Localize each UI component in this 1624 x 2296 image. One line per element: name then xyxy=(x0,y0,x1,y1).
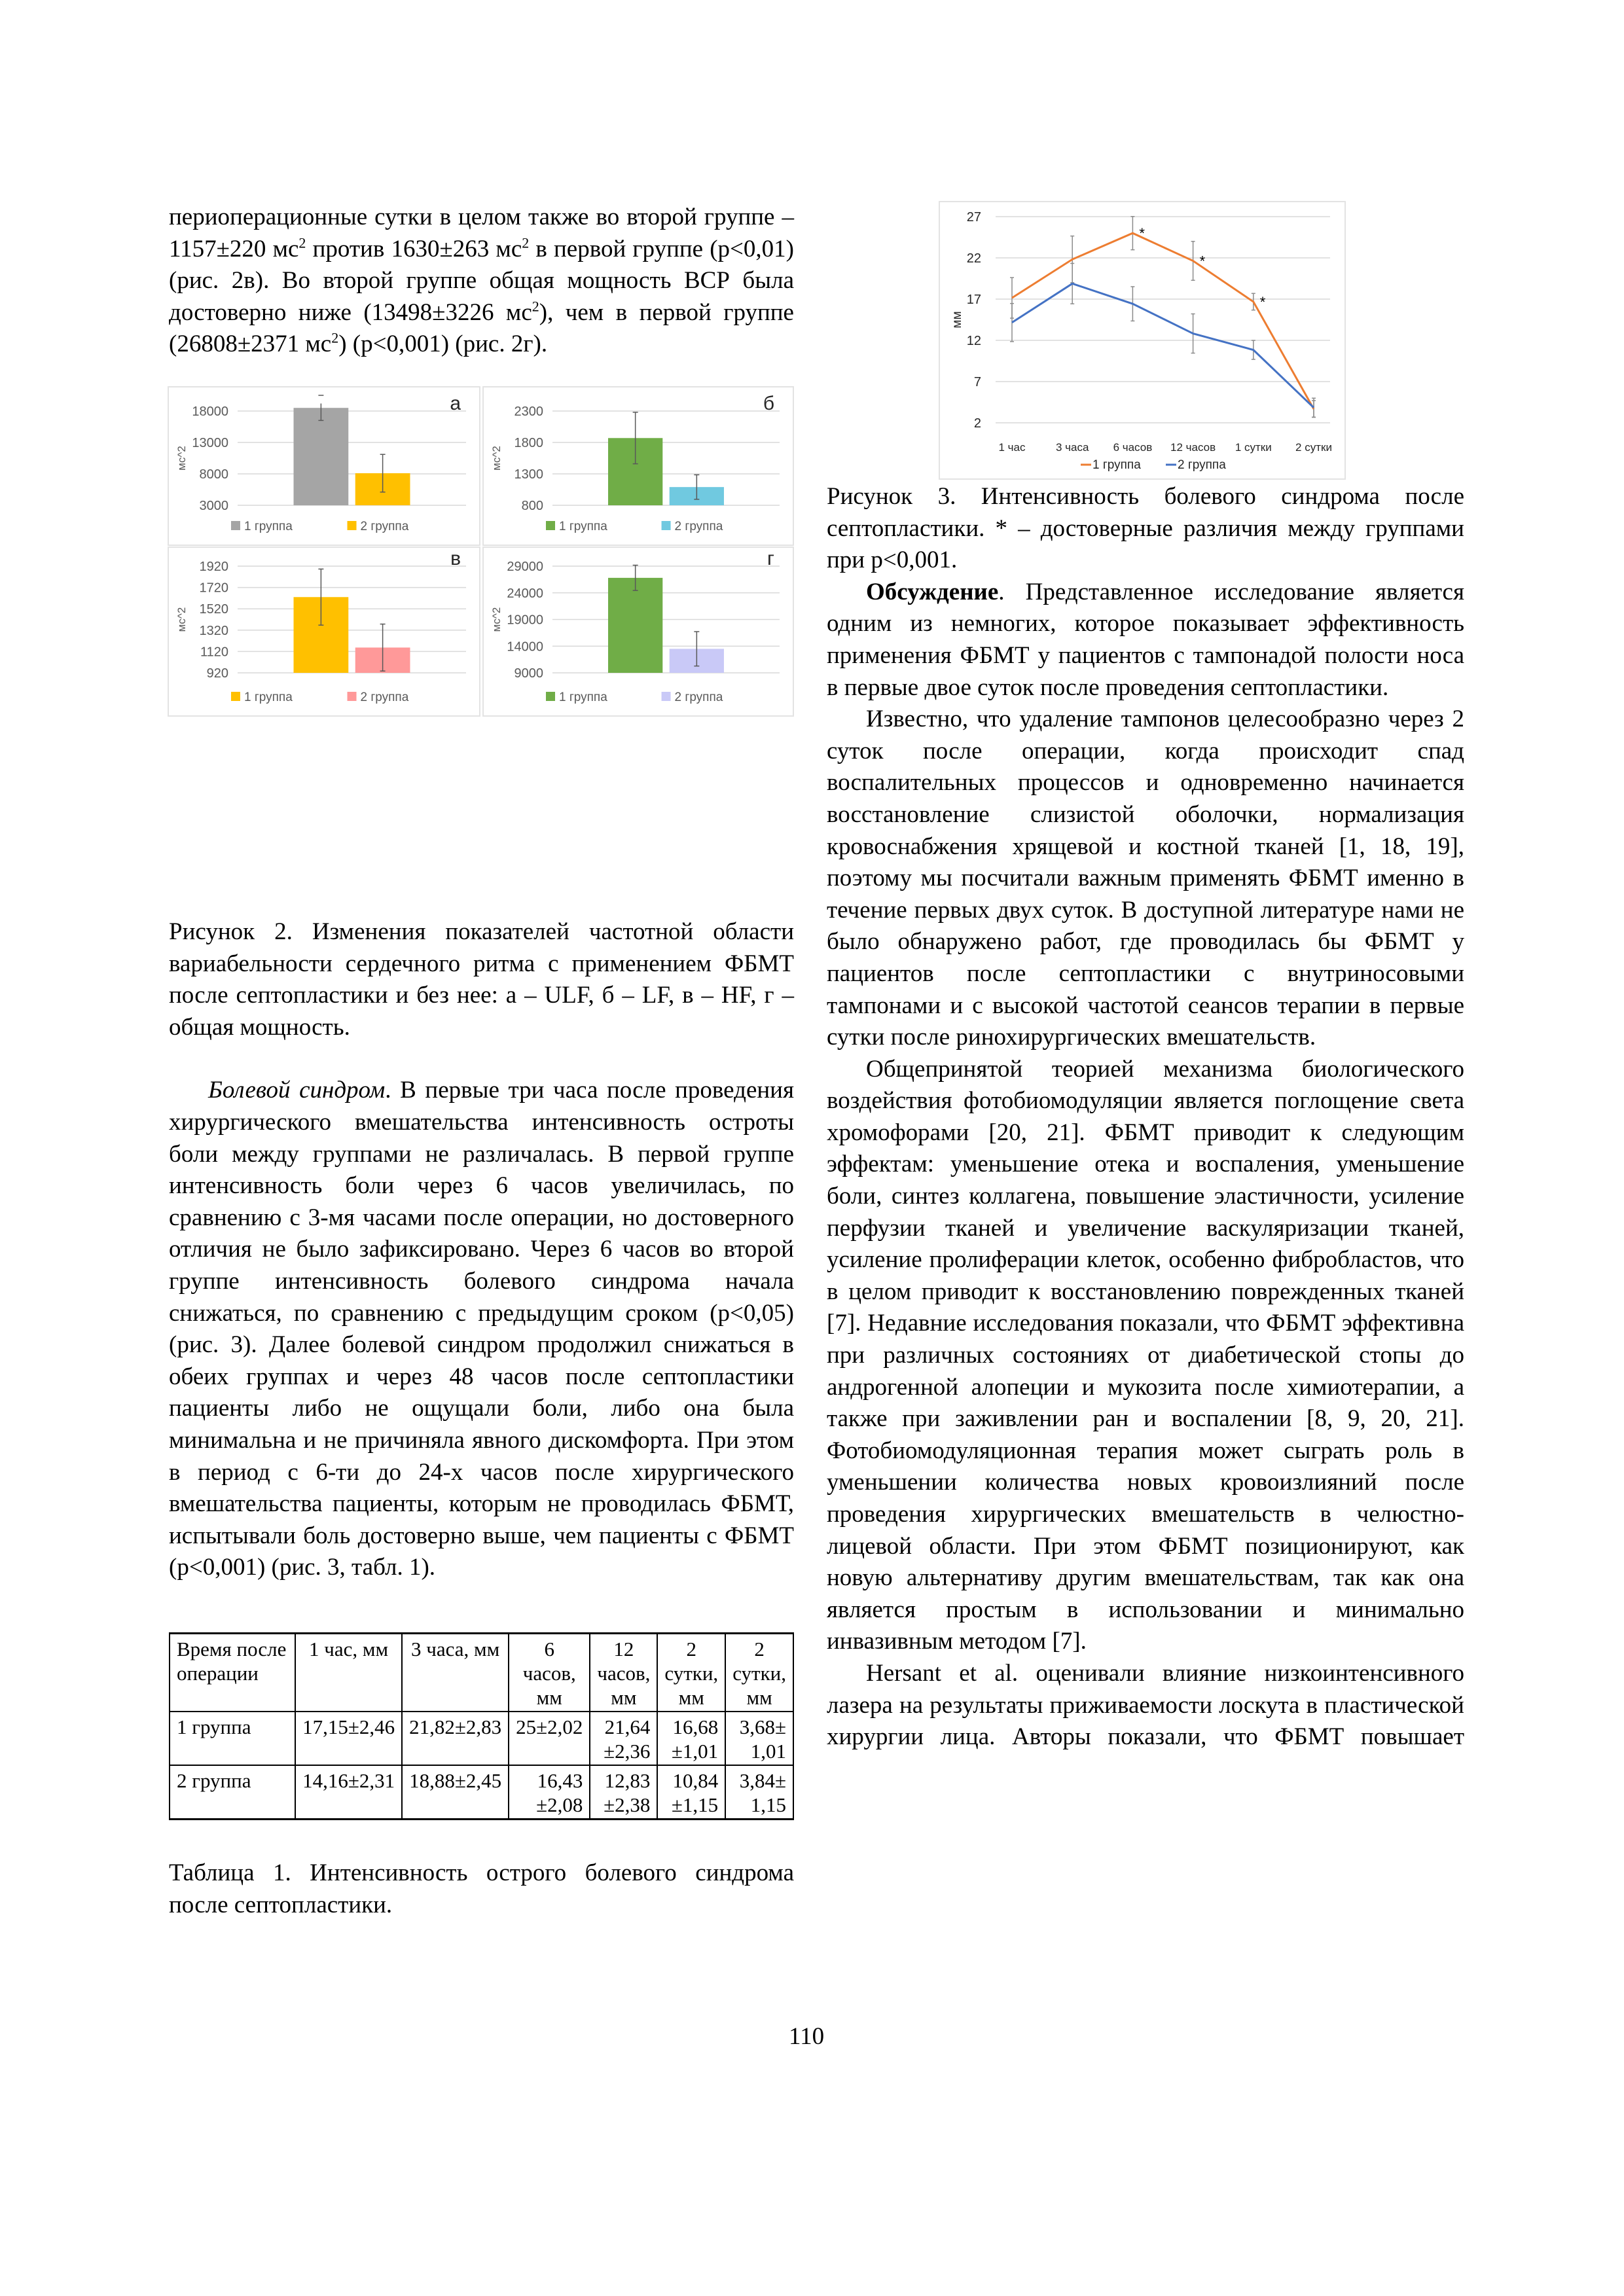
svg-text:13000: 13000 xyxy=(192,436,228,450)
discussion-paragraph xyxy=(827,577,1464,704)
svg-text:мс^2: мс^2 xyxy=(175,446,188,471)
svg-text:18000: 18000 xyxy=(192,404,228,419)
svg-text:2 группа: 2 группа xyxy=(674,691,723,704)
superscript: 2 xyxy=(522,234,530,251)
svg-text:2 группа: 2 группа xyxy=(1178,458,1226,472)
svg-text:2: 2 xyxy=(973,416,981,431)
superscript: 2 xyxy=(298,234,306,251)
svg-text:б: б xyxy=(763,393,774,414)
figure3-caption: Рисунок 3. Интенсивность болевого синдрома после септопластики. * – достоверные различия между группами при p<0,001. xyxy=(827,483,1464,574)
bar-chart-hf xyxy=(168,547,480,717)
table-cell: 1 группа xyxy=(170,1712,295,1765)
svg-text:мс^2: мс^2 xyxy=(490,607,503,632)
table-cell: 21,82±2,83 xyxy=(402,1712,509,1765)
svg-text:мм: мм xyxy=(950,311,964,329)
svg-text:1120: 1120 xyxy=(200,645,228,660)
svg-text:мс^2: мс^2 xyxy=(175,607,188,632)
page-number: 110 xyxy=(789,2023,825,2050)
svg-text:*: * xyxy=(1199,253,1206,270)
svg-text:6 часов: 6 часов xyxy=(1113,441,1153,454)
table-header-cell: 6 часов, мм xyxy=(509,1634,590,1712)
paragraph-hrv-results xyxy=(169,202,794,361)
bar-chart-ulf xyxy=(168,386,480,546)
table1-caption: Таблица 1. Интенсивность острого болевого синдрома после септопластики. xyxy=(169,1859,794,1918)
paragraph: Hersant et al. оценивали влияние низкоинтенсивного лазера на результаты приживаемости лоскута в пластической хирургии лица. Авторы показали, что ФБМТ повышает xyxy=(827,1659,1464,1751)
table-header-cell: 2 сутки, мм xyxy=(657,1634,725,1712)
svg-text:2 группа: 2 группа xyxy=(360,520,409,533)
svg-text:*: * xyxy=(1259,294,1266,311)
svg-text:2 группа: 2 группа xyxy=(674,520,723,533)
bar-chart-lf xyxy=(482,386,794,546)
text-run: в первой группе (p<0,01) (рис. 2в). Во второй группе общая мощность ВСР была достоверно ниже (13498±3226 мс xyxy=(169,235,794,326)
table-cell: 10,84 ±1,15 xyxy=(657,1765,725,1820)
table-cell: 3,68± 1,01 xyxy=(725,1712,793,1765)
table-cell: 3,84± 1,15 xyxy=(725,1765,793,1820)
svg-text:г: г xyxy=(767,548,774,569)
text-run: ) (p<0,001) (рис. 2г). xyxy=(338,331,548,358)
table-header-row xyxy=(170,1634,793,1712)
svg-text:19000: 19000 xyxy=(507,613,543,628)
svg-text:8000: 8000 xyxy=(199,467,228,482)
bar-chart-total-power xyxy=(482,547,794,717)
svg-text:а: а xyxy=(450,393,461,414)
discussion-heading: Обсуждение xyxy=(866,578,999,605)
svg-text:22: 22 xyxy=(966,251,981,266)
svg-text:14000: 14000 xyxy=(507,639,543,655)
svg-text:1 группа: 1 группа xyxy=(559,691,607,704)
table-row xyxy=(170,1765,793,1820)
svg-text:3000: 3000 xyxy=(199,499,228,513)
svg-text:27: 27 xyxy=(966,210,981,224)
left-column-body xyxy=(169,916,794,1584)
svg-text:1 группа: 1 группа xyxy=(244,520,293,533)
paragraph: Общепринятой теорией механизма биологического воздействия фотобиомодуляции является поглощение света хромофорами [20, 21]. ФБМТ приводит к следующим эффектам: уменьшение отека и воспаления, уменьшение боли, синтез коллагена, повышение эластичности, усиление перфузии тканей и увеличение васкуляризации тканей, усиление пролиферации клеток, особенно фибробластов, что в целом приводит к восстановлению поврежденных тканей [7]. Недавние исследования показали, что ФБМТ эффективна при различных состояниях от диабетической стопы до андрогенной алопеции и мукозита после химиотерапии, а также при заживлении ран и воспалении [8, 9, 20, 21]. Фотобиомодуляционная терапия может сыграть роль в уменьшении количества новых кровоизлияний после проведения хирургических вмешательств в челюстно-лицевой области. При этом ФБМТ позиционируют, как новую альтернативу другим вмешательствам, так как она является простым в использовании и минимально инвазивным методом [7]. xyxy=(827,1055,1464,1655)
discussion-text: . Представленное исследование является одним из немногих, которое показывает эффективность применения ФБМТ у пациентов с тампонадой полости носа в первые двое суток после проведения септопластики. xyxy=(827,578,1464,701)
svg-text:мс^2: мс^2 xyxy=(490,446,503,471)
pain-text: . В первые три часа после проведения хирургического вмешательства интенсивность остроты боли между группами не различалась. В первой группе интенсивность боли через 6 часов увеличилась, по сравнению с 3-мя часами после операции, но достоверного отличия не было зафиксировано. Через 6 часов во второй группе интенсивность болевого синдрома начала снижаться, по сравнению с предыдущим сроком (p<0,05) (рис. 3). Далее болевой синдром продолжил снижаться в обеих группах и через 48 часов после септопластики пациенты либо не ощущали боли, либо она была минимальна и не причиняла явного дискомфорта. При этом в период с 6-ти до 24-х часов после хирургического вмешательства пациенты, которым не проводилась ФБМТ, испытывали боль достоверно выше, чем пациенты с ФБМТ (p<0,001) (рис. 3, табл. 1). xyxy=(169,1077,794,1581)
table-header-cell: 12 часов, мм xyxy=(590,1634,657,1712)
text-run: ), чем в первой группе (26808±2371 мс xyxy=(169,298,794,358)
svg-text:29000: 29000 xyxy=(507,560,543,574)
svg-text:24000: 24000 xyxy=(507,586,543,601)
svg-text:920: 920 xyxy=(206,666,228,681)
svg-text:2300: 2300 xyxy=(514,404,543,419)
table-cell: 16,43 ±2,08 xyxy=(509,1765,590,1820)
pain-table xyxy=(169,1632,794,1820)
svg-text:1 группа: 1 группа xyxy=(244,691,293,704)
svg-text:*: * xyxy=(1139,225,1145,242)
svg-text:17: 17 xyxy=(966,293,981,307)
superscript: 2 xyxy=(331,330,339,347)
table-row xyxy=(170,1712,793,1765)
figure2-caption: Рисунок 2. Изменения показателей частотной области вариабельности сердечного ритма с применением ФБМТ после септопластики и без нее: а – ULF, б – LF, в – HF, г – общая мощность. xyxy=(169,918,794,1041)
text-run: против 1630±263 мс xyxy=(306,235,522,262)
superscript: 2 xyxy=(532,298,539,315)
svg-text:1920: 1920 xyxy=(199,560,228,574)
svg-text:7: 7 xyxy=(973,375,981,389)
table-cell: 25±2,02 xyxy=(509,1712,590,1765)
svg-text:2 группа: 2 группа xyxy=(360,691,409,704)
svg-text:1 час: 1 час xyxy=(998,441,1026,454)
svg-text:1320: 1320 xyxy=(199,623,228,638)
pain-paragraph xyxy=(169,1075,794,1584)
text-run: периоперационные сутки в целом также во второй группе – 1157±220 мс xyxy=(169,204,794,262)
svg-text:1300: 1300 xyxy=(514,467,543,482)
svg-text:1 группа: 1 группа xyxy=(1092,458,1141,472)
svg-text:2 сутки: 2 сутки xyxy=(1295,441,1332,454)
right-column-body xyxy=(827,481,1464,1753)
svg-text:1800: 1800 xyxy=(514,436,543,450)
table-cell: 14,16±2,31 xyxy=(295,1765,402,1820)
table-header-cell: 3 часа, мм xyxy=(402,1634,509,1712)
svg-text:800: 800 xyxy=(521,499,543,513)
svg-text:1520: 1520 xyxy=(199,602,228,617)
svg-text:12 часов: 12 часов xyxy=(1170,441,1216,454)
table-header-cell: 1 час, мм xyxy=(295,1634,402,1712)
table-cell: 12,83 ±2,38 xyxy=(590,1765,657,1820)
svg-text:12: 12 xyxy=(966,334,981,348)
table-header-cell: 2 сутки, мм xyxy=(725,1634,793,1712)
table-cell: 17,15±2,46 xyxy=(295,1712,402,1765)
table-cell: 2 группа xyxy=(170,1765,295,1820)
svg-text:1720: 1720 xyxy=(199,581,228,596)
pain-heading: Болевой синдром xyxy=(208,1077,386,1104)
table-cell: 16,68 ±1,01 xyxy=(657,1712,725,1765)
line-chart-pain xyxy=(939,201,1346,480)
table-cell: 18,88±2,45 xyxy=(402,1765,509,1820)
svg-text:1 сутки: 1 сутки xyxy=(1235,441,1272,454)
svg-text:в: в xyxy=(450,548,461,569)
paragraph: Известно, что удаление тампонов целесообразно через 2 суток после операции, когда происходит спад воспалительных процессов и одновременно начинается восстановление слизистой оболочки, нормализация кровоснабжения хрящевой и костной тканей [1, 18, 19], поэтому мы посчитали важным применять ФБМТ именно в течение первых двух суток. В доступной литературе нами не было обнаружено работ, где проводилась бы ФБМТ у пациентов после септопластики с внутриносовыми тампонами и с высокой частотой сеансов терапии в первые сутки после ринохирургических вмешательств. xyxy=(827,706,1464,1051)
svg-text:3 часа: 3 часа xyxy=(1055,441,1089,454)
table-header-cell: Время после операции xyxy=(170,1634,295,1712)
svg-text:1 группа: 1 группа xyxy=(559,520,607,533)
svg-text:9000: 9000 xyxy=(514,666,543,681)
table-cell: 21,64 ±2,36 xyxy=(590,1712,657,1765)
